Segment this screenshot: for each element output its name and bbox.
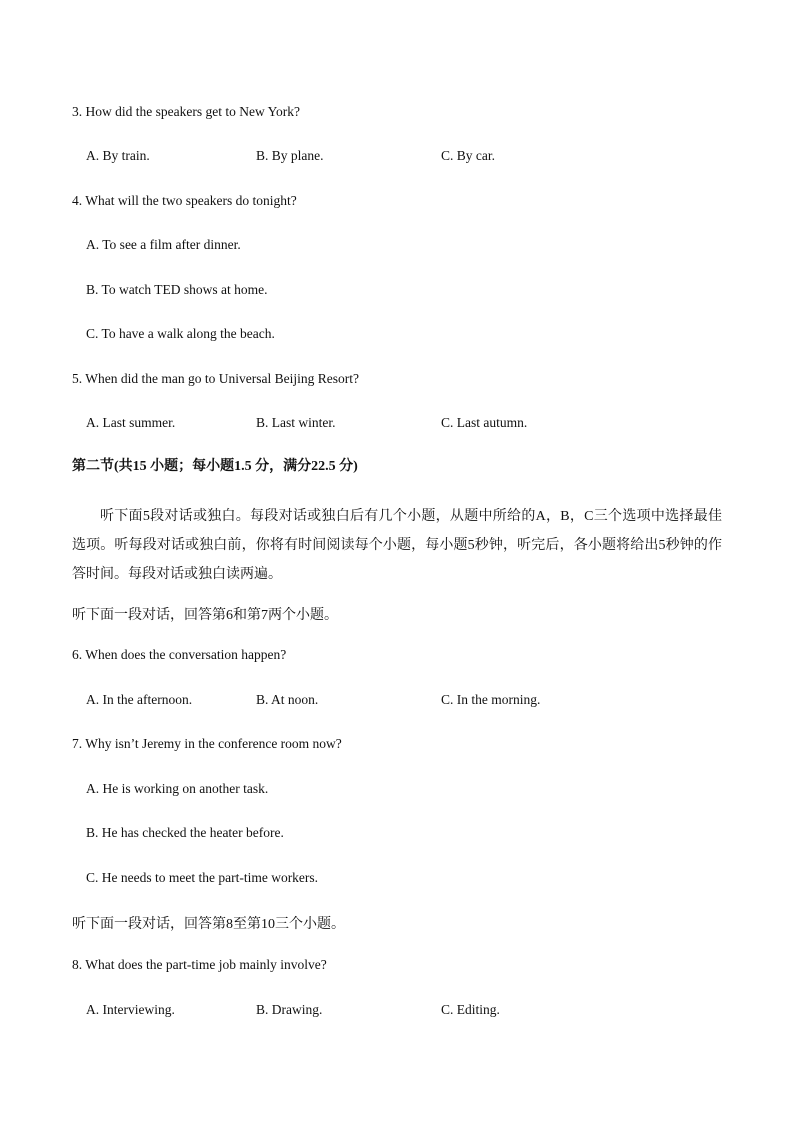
question-6-option-a: A. In the afternoon. xyxy=(86,692,193,707)
section-2-instructions: 听下面5段对话或独白。每段对话或独白后有几个小题，从题中所给的A，B，C三个选项中选择最佳选项。听每段对话或独白前，你将有时间阅读每个小题，每小题5秒钟，听完后，各小题将给出5秒钟的作答时间。每段对话或独白读两遍。 xyxy=(72,509,722,582)
question-3-option-b: B. By plane. xyxy=(256,148,324,163)
question-4-option-b: B. To watch TED shows at home. xyxy=(86,282,268,297)
question-5-option-c: C. Last autumn. xyxy=(441,415,528,430)
question-5-option-a: A. Last summer. xyxy=(86,415,176,430)
question-8-option-b: B. Drawing. xyxy=(256,1002,323,1017)
question-3-option-c: C. By car. xyxy=(441,148,495,163)
question-6-option-c: C. In the morning. xyxy=(441,692,541,707)
question-8-option-a: A. Interviewing. xyxy=(86,1002,175,1017)
question-7-option-a: A. He is working on another task. xyxy=(86,781,269,796)
dialogue-intro-6-7: 听下面一段对话，回答第6和第7两个小题。 xyxy=(72,608,338,623)
question-4-option-c: C. To have a walk along the beach. xyxy=(86,326,275,341)
question-6-stem: 6. When does the conversation happen? xyxy=(72,647,287,662)
question-4-option-a: A. To see a film after dinner. xyxy=(86,237,241,252)
question-8-stem: 8. What does the part-time job mainly involve? xyxy=(72,957,327,972)
question-5-stem: 5. When did the man go to Universal Beijing Resort? xyxy=(72,371,359,386)
question-4-stem: 4. What will the two speakers do tonight? xyxy=(72,193,297,208)
question-6-option-b: B. At noon. xyxy=(256,692,319,707)
question-3-stem: 3. How did the speakers get to New York? xyxy=(72,104,300,119)
question-7-option-c: C. He needs to meet the part-time workers. xyxy=(86,870,319,885)
question-7-stem: 7. Why isn’t Jeremy in the conference room now? xyxy=(72,736,342,751)
question-3-option-a: A. By train. xyxy=(86,148,150,163)
question-7-option-b: B. He has checked the heater before. xyxy=(86,825,284,840)
section-2-heading: 第二节(共15 小题；每小题1.5 分，满分22.5 分) xyxy=(72,459,358,474)
question-5-option-b: B. Last winter. xyxy=(256,415,336,430)
dialogue-intro-8-10: 听下面一段对话，回答第8至第10三个小题。 xyxy=(72,917,345,932)
question-8-option-c: C. Editing. xyxy=(441,1002,500,1017)
